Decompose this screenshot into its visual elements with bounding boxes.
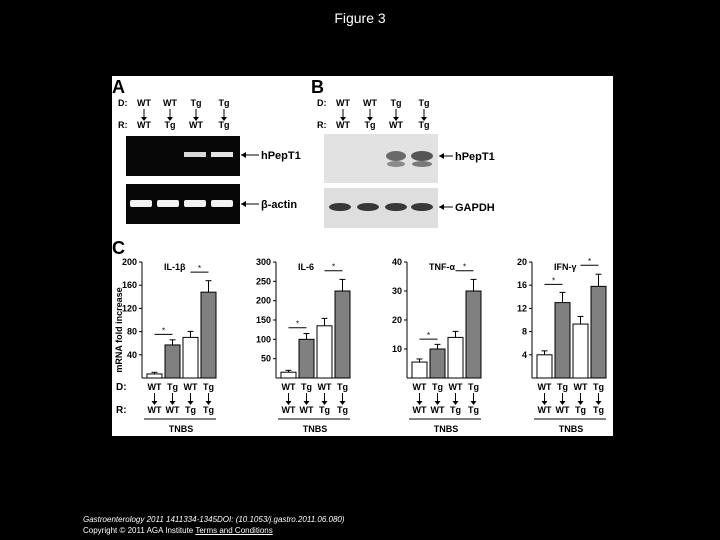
gel-band xyxy=(184,152,206,157)
donor-label: WT xyxy=(412,382,427,392)
bar xyxy=(201,292,216,378)
y-tick-label: 20 xyxy=(391,315,402,325)
bar xyxy=(412,362,427,378)
y-tick-label: 4 xyxy=(521,349,527,360)
panel-a-donor: WT xyxy=(137,98,151,108)
panel-a-donor: Tg xyxy=(190,98,202,108)
y-tick-label: 20 xyxy=(516,257,527,267)
blot-band xyxy=(412,161,432,167)
panel-a-donor: WT xyxy=(163,98,177,108)
panel-b-recipient: Tg xyxy=(364,120,376,130)
panel-a-donor-prefix: D: xyxy=(118,98,128,108)
panel-b-donor: WT xyxy=(336,98,350,108)
y-tick-label: 120 xyxy=(121,303,137,314)
donor-label: Tg xyxy=(557,382,568,392)
recipient-label: Tg xyxy=(593,405,604,415)
significance-star: * xyxy=(161,326,166,336)
group-label: TNBS xyxy=(302,424,328,434)
chart-title: IL-1β xyxy=(164,262,186,272)
y-tick-label: 8 xyxy=(521,326,527,337)
panel-b-donor: Tg xyxy=(418,98,430,108)
blot-band xyxy=(411,151,433,161)
panel-a-recipient-prefix: R: xyxy=(118,120,128,130)
bar xyxy=(317,326,332,378)
bar xyxy=(537,355,552,378)
panel-c-ylabel: mRNA fold increase xyxy=(114,287,124,373)
donor-label: WT xyxy=(573,382,588,392)
band-label-hpept1-a: hPepT1 xyxy=(261,150,301,162)
bar xyxy=(430,349,445,378)
donor-label: WT xyxy=(317,382,332,392)
bar xyxy=(299,339,314,378)
panel-b-donor: Tg xyxy=(390,98,402,108)
y-tick-label: 250 xyxy=(255,276,271,287)
panel-c-recipient-prefix: R: xyxy=(116,405,127,416)
panel-b-donor-prefix: D: xyxy=(317,98,327,108)
recipient-label: Tg xyxy=(450,405,461,415)
y-tick-label: 10 xyxy=(391,344,402,354)
donor-label: WT xyxy=(281,382,296,392)
recipient-label: Tg xyxy=(468,405,479,415)
terms-link[interactable]: Terms and Conditions xyxy=(195,526,273,535)
panel-a-recipient: Tg xyxy=(164,120,176,130)
blot-band xyxy=(387,161,405,167)
y-tick-label: 30 xyxy=(391,286,402,296)
gel-band xyxy=(130,200,152,207)
blot-band xyxy=(411,203,433,211)
donor-label: WT xyxy=(147,382,162,392)
donor-label: WT xyxy=(183,382,198,392)
panel-c xyxy=(112,238,606,434)
y-tick-label: 40 xyxy=(391,257,402,267)
bar xyxy=(591,286,606,378)
recipient-label: WT xyxy=(430,405,445,415)
chart-title: IL-6 xyxy=(298,262,315,272)
significance-star: * xyxy=(197,264,202,274)
donor-label: Tg xyxy=(432,382,443,392)
bar xyxy=(555,303,570,378)
chart-title: TNF-α xyxy=(429,262,456,272)
blot-band xyxy=(329,203,351,211)
gel-band xyxy=(211,200,233,207)
chart-title: IFN-γ xyxy=(554,262,577,272)
blot-band xyxy=(386,151,406,161)
bar xyxy=(573,324,588,378)
panel-b xyxy=(311,77,495,228)
donor-label: Tg xyxy=(593,382,604,392)
donor-label: Tg xyxy=(301,382,312,392)
donor-label: WT xyxy=(448,382,463,392)
significance-star: * xyxy=(462,262,467,272)
panel-b-letter: B xyxy=(311,77,324,97)
panel-b-recipient-prefix: R: xyxy=(317,120,327,130)
recipient-label: Tg xyxy=(575,405,586,415)
donor-label: WT xyxy=(537,382,552,392)
panel-a-recipient: WT xyxy=(189,120,203,130)
band-label-hpept1-b: hPepT1 xyxy=(455,151,495,163)
blot-band xyxy=(385,203,407,211)
bar xyxy=(448,337,463,378)
recipient-label: Tg xyxy=(203,405,214,415)
y-tick-label: 16 xyxy=(516,280,527,291)
panel-a-letter: A xyxy=(112,77,125,97)
y-tick-label: 200 xyxy=(121,257,137,267)
copyright-line xyxy=(83,525,345,536)
y-tick-label: 12 xyxy=(516,303,527,314)
panel-a-recipient: WT xyxy=(137,120,151,130)
y-tick-label: 150 xyxy=(255,315,271,325)
gel-band xyxy=(157,200,179,207)
panel-c-donor-prefix: D: xyxy=(116,382,127,393)
figure-svg xyxy=(112,76,613,436)
panel-a xyxy=(112,77,301,224)
footer xyxy=(83,514,345,536)
bar xyxy=(165,345,180,378)
donor-label: Tg xyxy=(167,382,178,392)
donor-label: Tg xyxy=(203,382,214,392)
y-tick-label: 50 xyxy=(260,353,271,364)
bar xyxy=(147,374,162,378)
y-tick-label: 300 xyxy=(255,257,271,267)
bar xyxy=(335,291,350,378)
recipient-label: WT xyxy=(537,405,552,415)
panel-b-donor: WT xyxy=(363,98,377,108)
recipient-label: WT xyxy=(299,405,314,415)
gel-band xyxy=(184,200,206,207)
citation: Gastroenterology 2011 1411334-1345DOI: (10.1053/j.gastro.2011.06.080) xyxy=(83,515,345,524)
bar xyxy=(281,372,296,378)
bar-charts xyxy=(122,257,606,434)
gel-band xyxy=(211,152,233,157)
y-tick-label: 80 xyxy=(126,326,137,337)
panel-a-arrows xyxy=(144,109,224,118)
y-tick-label: 160 xyxy=(121,280,137,291)
donor-label: Tg xyxy=(468,382,479,392)
panel-c-letter: C xyxy=(112,238,125,258)
bar xyxy=(466,291,481,378)
y-tick-label: 200 xyxy=(255,295,271,306)
panel-b-arrows xyxy=(343,109,424,118)
recipient-label: WT xyxy=(165,405,180,415)
bar xyxy=(183,337,198,378)
significance-star: * xyxy=(551,276,556,286)
significance-star: * xyxy=(331,262,336,272)
panel-b-recipient: WT xyxy=(336,120,350,130)
recipient-label: Tg xyxy=(319,405,330,415)
blot-band xyxy=(357,203,379,211)
figure-image xyxy=(112,76,613,436)
panel-b-recipient: Tg xyxy=(418,120,430,130)
significance-star: * xyxy=(587,257,592,267)
band-label-actin: β-actin xyxy=(261,199,298,211)
donor-label: Tg xyxy=(337,382,348,392)
panel-b-recipient: WT xyxy=(389,120,403,130)
recipient-label: WT xyxy=(147,405,162,415)
significance-star: * xyxy=(295,319,300,329)
panel-a-recipient: Tg xyxy=(218,120,230,130)
recipient-label: WT xyxy=(412,405,427,415)
band-label-gapdh: GAPDH xyxy=(455,202,495,214)
significance-star: * xyxy=(426,331,431,341)
figure-title: Figure 3 xyxy=(334,10,386,26)
copyright: Copyright © 2011 AGA Institute xyxy=(83,526,194,535)
recipient-label: WT xyxy=(281,405,296,415)
panel-a-donor: Tg xyxy=(218,98,230,108)
group-label: TNBS xyxy=(558,424,584,434)
recipient-label: WT xyxy=(555,405,570,415)
y-tick-label: 100 xyxy=(255,334,271,345)
recipient-label: Tg xyxy=(185,405,196,415)
y-tick-label: 40 xyxy=(126,349,137,360)
group-label: TNBS xyxy=(433,424,459,434)
recipient-label: Tg xyxy=(337,405,348,415)
group-label: TNBS xyxy=(168,424,194,434)
